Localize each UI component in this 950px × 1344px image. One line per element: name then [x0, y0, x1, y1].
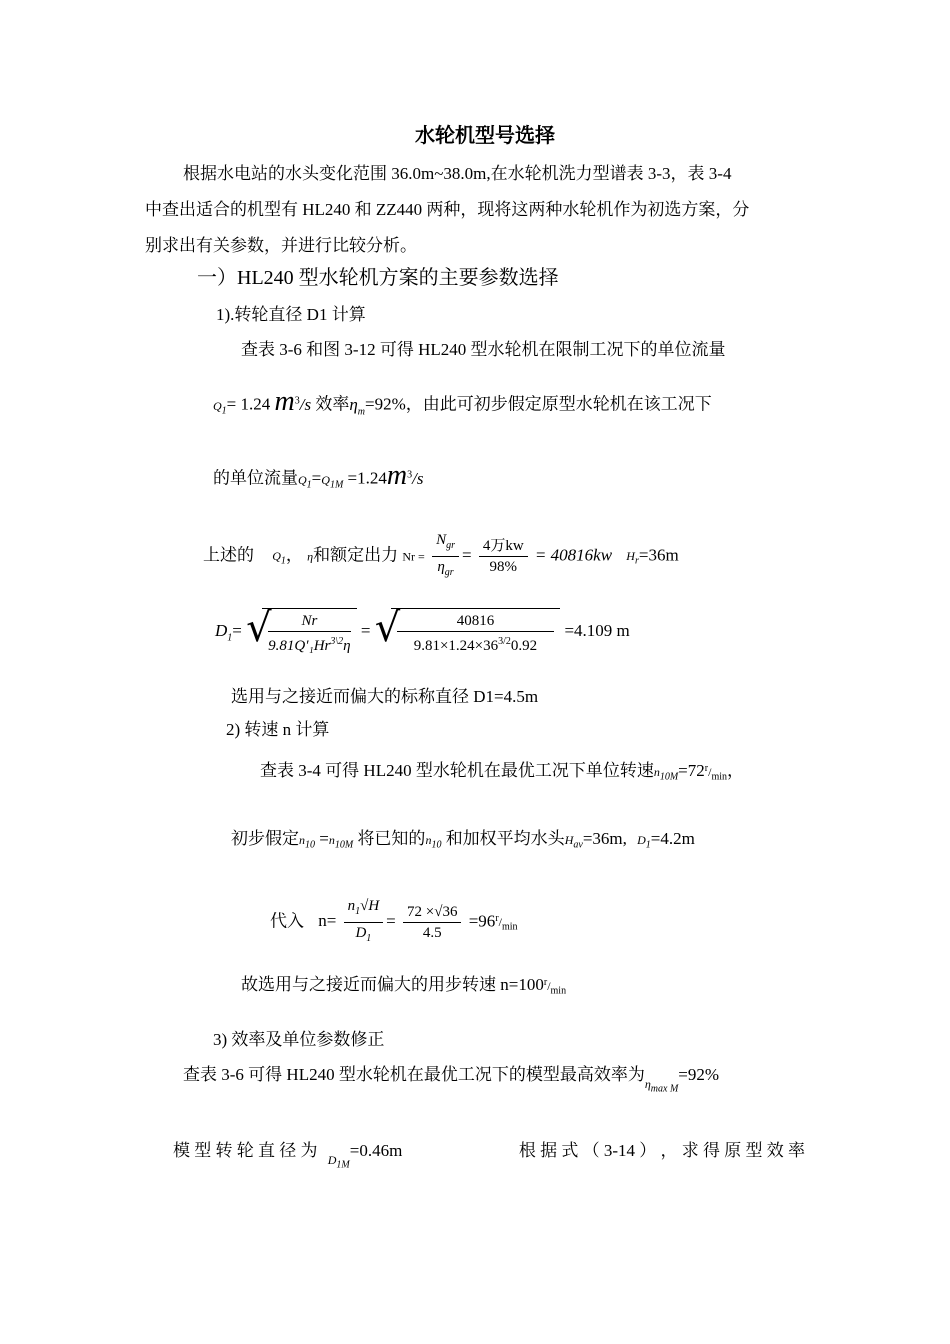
- sub2-line1: 查表 3-4 可得 HL240 型水轮机在最优工况下单位转速$n_{10M}=72^r/_{min}$，: [260, 761, 745, 783]
- sub2-substitute-line: 代入 n= $\frac{n_1√H}{D_1}$ = $\frac{72 \times√36}{4.5}$ $=96^r/_{min}$: [270, 896, 518, 944]
- d1m-symbol: D1M: [327, 1153, 350, 1171]
- hav-symbol: $H_{av}$: [564, 833, 583, 851]
- q1-symbol-2: $Q_1$: [298, 472, 312, 491]
- d1-symbol-2: $D_1$: [637, 833, 651, 851]
- n10m-symbol-2: $n_{10M}$: [328, 833, 354, 851]
- intro-line-2: 中查出适合的机型有 HL240 和 ZZ440 两种，现将这两种水轮机作为初选方案，分: [145, 200, 750, 219]
- hr-symbol: $H_r$: [626, 549, 639, 567]
- unit-flow-line: 的单位流量$Q_1=Q_{1M} =1.24m^3/s$: [213, 459, 424, 491]
- unit-m3s-2: $m^3/s$: [386, 459, 424, 491]
- eta-m-symbol: $\eta_m$: [349, 394, 366, 418]
- eta-symbol: η: [307, 549, 314, 564]
- n-value-fraction: $\frac{72 \times√36}{4.5}$: [403, 902, 461, 943]
- nr-value-fraction: $\frac{\text{4万kw}}{98\%}$: [479, 536, 528, 577]
- sub2-assume-line: 初步假定$n_{10} =n_{10M}$ 将已知的$n_{10}$ 和加权平均水头$H_{av}=36m$, $D_1=4.2m$: [231, 829, 695, 851]
- section-heading: 一）HL240 型水轮机方案的主要参数选择: [197, 267, 559, 289]
- q1-symbol: $Q_1$: [213, 398, 227, 417]
- n-formula-fraction: $\frac{n_1√H}{D_1}$: [344, 896, 384, 949]
- sub3-heading: 3) 效率及单位参数修正: [213, 1030, 385, 1049]
- d1-symbol: $D_1$: [215, 620, 233, 644]
- n10m-symbol: $n_{10M}$: [653, 765, 679, 783]
- sub1-line1: 查表 3-6 和图 3-12 可得 HL240 型水轮机在限制工况下的单位流量: [241, 340, 726, 359]
- d1-sqrt-2: √ $\frac{40816}{9.81\times 1.24\times 36^{3/2}0.92}$: [375, 608, 561, 656]
- q1m-symbol: $Q_{1M}$: [321, 472, 344, 491]
- n10-symbol-2: $n_{10}$: [425, 833, 442, 851]
- n10-symbol: $n_{10}$: [299, 833, 315, 851]
- unit-rmin-3: $^r/_{min}$: [543, 977, 567, 997]
- unit-rmin-2: $^r/_{min}$: [495, 913, 518, 933]
- nr-fraction: $\frac{N_{gr}}{\eta_{gr}}$: [432, 530, 459, 583]
- d1-selection: 选用与之接近而偏大的标称直径 D1=4.5m: [231, 687, 539, 706]
- sub1-heading: 1).转轮直径 D1 计算: [216, 305, 366, 324]
- sub3-model-line: 模 型 转 轮 直 径 为 $_{D_{1M}}$=0.46m 根 据 式 （ 3-14 ） ， 求 得 原 型 效 率: [173, 1141, 805, 1171]
- d1-formula: $D_1=$ √ $\frac{Nr}{9.81Q'_1Hr^{3\backslash 2}\eta}$ = √ $\frac{40816}{9.81\times 1.24\times 36^{3/2}0.92}$ =4.109 m: [215, 605, 630, 654]
- rated-output-line: 上述的 $Q_1$， η和额定出力 Nr = $\frac{N_{gr}}{\eta_{gr}}$ = $\frac{\text{4万kw}}{98\%}$ = 40816kw $H_r=36m$: [203, 530, 679, 574]
- q1-symbol-3: $Q_1$: [272, 549, 286, 567]
- eta-max-m-symbol: ηmax M: [644, 1077, 679, 1095]
- intro-line-1: 根据水电站的水头变化范围 36.0m~38.0m,在水轮机洗力型谱表 3-3，表 3-4: [183, 164, 732, 183]
- sub2-final-line: 故选用与之接近而偏大的用步转速 $n=100^r/_{min}$: [241, 975, 567, 997]
- flow-line: $Q_1= 1.24$ $m^3/s$ 效率$\eta_m=92\%$，由此可初步假定原型水轮机在该工况下: [213, 385, 712, 418]
- unit-rmin: $^r/_{min}$: [704, 763, 728, 783]
- unit-m3s: $m^3/s$: [274, 385, 312, 417]
- sub2-heading: 2) 转速 n 计算: [226, 720, 330, 739]
- sub3-line1: 查表 3-6 可得 HL240 型水轮机在最优工况下的模型最高效率为$_{\eta_{max M}}$=92%: [183, 1065, 720, 1095]
- intro-line-3: 别求出有关参数，并进行比较分析。: [145, 236, 417, 255]
- d1-sqrt-1: √ $\frac{Nr}{9.81Q'_1Hr^{3\backslash 2}\eta}$: [246, 608, 356, 656]
- page-title: 水轮机型号选择: [415, 125, 555, 147]
